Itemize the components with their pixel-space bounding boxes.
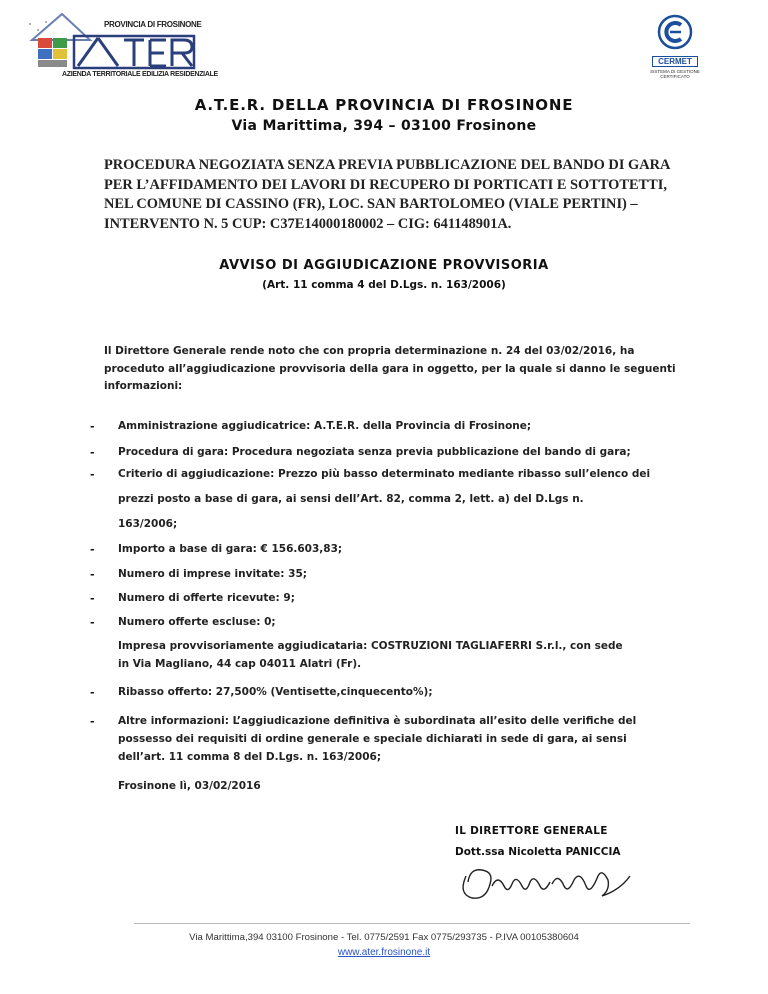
item-criterio-line: Criterio di aggiudicazione: Prezzo più basso determinato mediante ribasso sull’elenco dei [118,468,651,480]
item-impresa-line: Impresa provvisoriamente aggiudicataria: COSTRUZIONI TAGLIAFERRI S.r.l., con sede [118,640,623,652]
logo-agency-text: AZIENDA TERRITORIALE EDILIZIA RESIDENZIALE [62,71,218,78]
footer-website-link[interactable]: www.ater.frosinone.it [337,947,431,958]
cermet-seal-icon [657,14,693,50]
procedure-line: NEL COMUNE DI CASSINO (FR), LOC. SAN BARTOLOMEO (VIALE PERTINI) – [104,196,638,212]
list-bullet: - [90,420,95,433]
item-altre-line: Altre informazioni: L’aggiudicazione definitiva è subordinata all’esito delle verifiche del [118,715,637,727]
item-imprese-invitate: Numero di imprese invitate: 35; [118,568,307,580]
cermet-certification-badge [646,14,704,94]
item-procedura: Procedura di gara: Procedura negoziata senza previa pubblicazione del bando di gara; [118,446,631,458]
list-bullet: - [90,543,95,556]
item-ribasso: Ribasso offerto: 27,500% (Ventisette,cinquecento%); [118,686,433,698]
item-offerte-escluse: Numero offerte escluse: 0; [118,616,276,628]
item-impresa-line: in Via Magliano, 44 cap 04011 Alatri (Fr). [118,658,362,670]
list-bullet: - [90,568,95,581]
notice-title: AVVISO DI AGGIUDICAZIONE PROVVISORIA [219,258,549,273]
document-date: Frosinone lì, 03/02/2016 [118,780,261,792]
organization-name: A.T.E.R. DELLA PROVINCIA DI FROSINONE [194,96,574,114]
notice-reference: (Art. 11 comma 4 del D.Lgs. n. 163/2006) [262,279,506,291]
procedure-line: PER L’AFFIDAMENTO DEI LAVORI DI RECUPERO DI PORTICATI E SOTTOTETTI, [104,176,667,193]
intro-line: Il Direttore Generale rende noto che con propria determinazione n. 24 del 03/02/2016, ha [104,345,635,357]
intro-paragraph [104,343,704,396]
list-bullet: - [90,686,95,699]
intro-line: proceduto all’aggiudicazione provvisoria della gara in oggetto, per la quale si danno le seguenti [104,362,676,375]
signatory-name: Dott.ssa Nicoletta PANICCIA [455,846,621,858]
cermet-caption: SISTEMA DI GESTIONE CERTIFICATO [650,69,700,79]
handwritten-signature [452,846,642,904]
list-bullet: - [90,616,95,629]
ater-logo [26,10,226,82]
signatory-title: IL DIRETTORE GENERALE [455,825,608,837]
list-bullet: - [90,446,95,459]
footer-divider [134,923,690,924]
item-altre-line: possesso dei requisiti di ordine generale e speciale dichiarati in sede di gara, ai sensi [118,733,627,745]
logo-province-text: PROVINCIA DI FROSINONE [104,20,202,29]
footer-contacts: Via Marittima,394 03100 Frosinone - Tel. 0775/2591 Fax 0775/293735 - P.IVA 00105380604 [189,932,579,943]
item-amministrazione: Amministrazione aggiudicatrice: A.T.E.R. della Provincia di Frosinone; [118,420,532,432]
list-bullet: - [90,592,95,605]
list-bullet: - [90,468,95,481]
cermet-name: CERMET [652,56,698,67]
organization-address: Via Marittima, 394 – 03100 Frosinone [231,118,537,134]
item-criterio-line: 163/2006; [118,518,178,530]
procedure-title [104,156,694,234]
intro-line: informazioni: [104,380,183,392]
item-altre-line: dell’art. 11 comma 8 del D.Lgs. n. 163/2006; [118,751,382,763]
item-importo: Importo a base di gara: € 156.603,83; [118,543,343,555]
list-bullet: - [90,715,95,728]
procedure-line: PROCEDURA NEGOZIATA SENZA PREVIA PUBBLICAZIONE DEL BANDO DI GARA [104,157,671,173]
procedure-line: INTERVENTO N. 5 CUP: C37E14000180002 – CIG: 641148901A. [104,215,512,232]
item-offerte-ricevute: Numero di offerte ricevute: 9; [118,592,295,604]
item-criterio-line: prezzi posto a base di gara, ai sensi dell’Art. 82, comma 2, lett. a) del D.Lgs n. [118,493,584,505]
